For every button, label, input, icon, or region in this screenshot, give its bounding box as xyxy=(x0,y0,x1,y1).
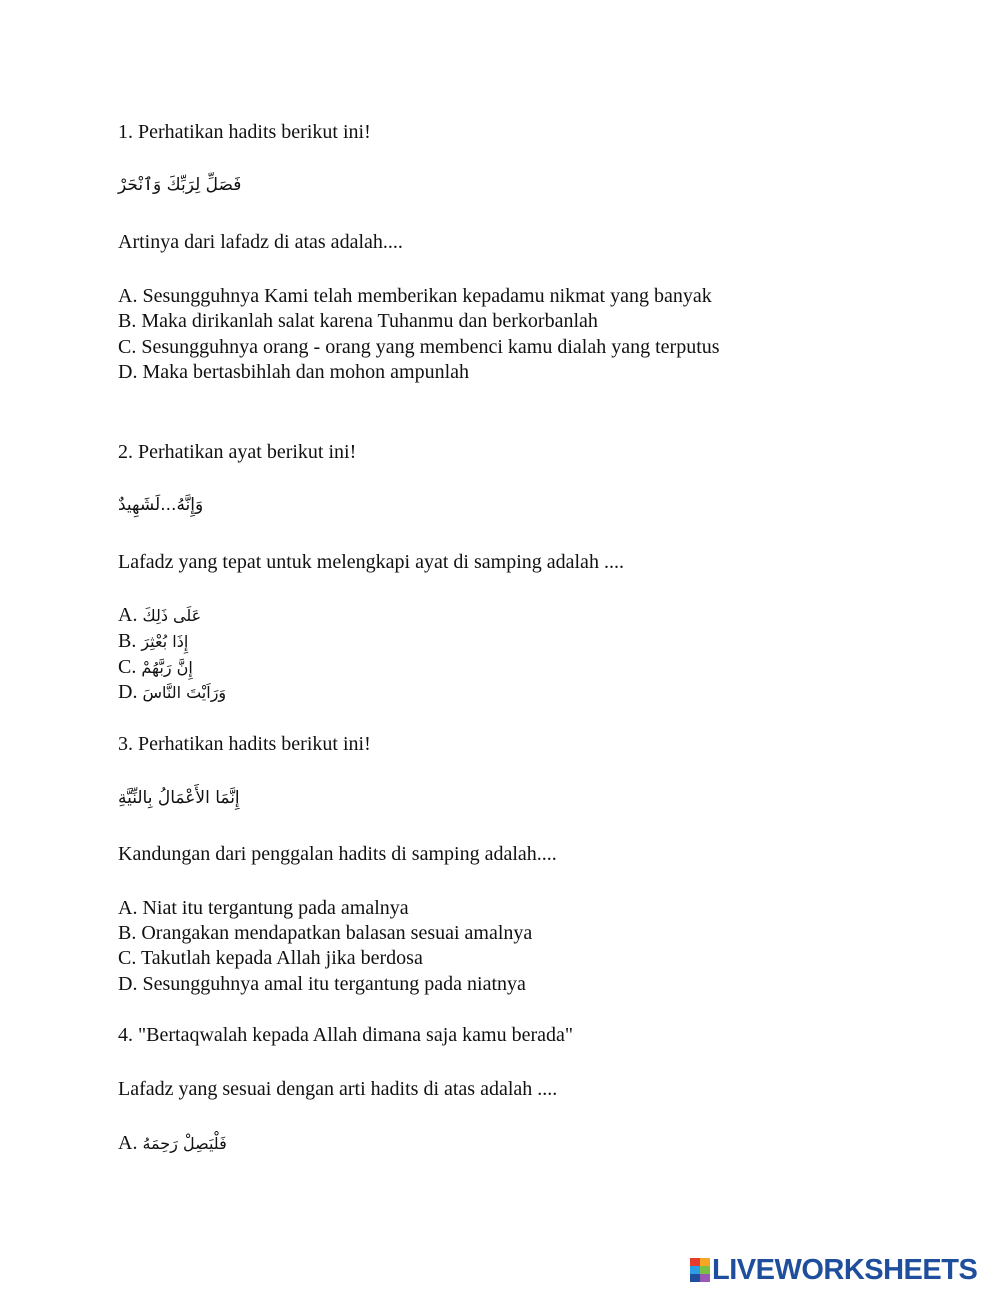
option-letter: C. xyxy=(118,947,137,969)
question-3-arabic-text: إِنَّمَا الأَعْمَالُ بِالنِّيَّةِ xyxy=(118,788,240,808)
question-3-option-c[interactable] xyxy=(118,946,423,970)
option-text: إِذَا بُعْثِرَ xyxy=(141,632,189,651)
question-4-prompt: 4. "Bertaqwalah kepada Allah dimana saja kamu berada" xyxy=(118,1024,574,1046)
option-text: Maka bertasbihlah dan mohon ampunlah xyxy=(142,361,470,383)
option-text: Sesungguhnya Kami telah memberikan kepadamu nikmat yang banyak xyxy=(142,285,712,307)
option-text: Sesungguhnya amal itu tergantung pada niatnya xyxy=(142,973,526,995)
logo-mark-icon xyxy=(690,1258,710,1282)
option-text: Takutlah kepada Allah jika berdosa xyxy=(140,947,423,969)
question-4-text: Lafadz yang sesuai dengan arti hadits di atas adalah .... xyxy=(118,1078,558,1100)
question-2-option-a[interactable] xyxy=(118,603,201,628)
question-1-prompt: 1. Perhatikan hadits berikut ini! xyxy=(118,121,371,143)
option-text: إِنَّ رَبَّهُمْ xyxy=(141,658,193,677)
option-letter: B. xyxy=(118,922,137,944)
option-text: Sesungguhnya orang - orang yang membenci kamu dialah yang terputus xyxy=(141,336,720,358)
question-2-text: Lafadz yang tepat untuk melengkapi ayat di samping adalah .... xyxy=(118,551,624,573)
option-text: عَلَى ذَلِكَ xyxy=(142,606,202,625)
liveworksheets-logo xyxy=(690,1254,977,1286)
option-letter: C. xyxy=(118,336,137,358)
option-text: Niat itu tergantung pada amalnya xyxy=(142,897,409,919)
question-3-option-a[interactable] xyxy=(118,896,409,920)
option-letter: D. xyxy=(118,973,138,995)
question-3-option-b[interactable] xyxy=(118,921,532,945)
option-letter: D. xyxy=(118,361,138,383)
option-text: Orangakan mendapatkan balasan sesuai amalnya xyxy=(141,922,533,944)
option-text: Maka dirikanlah salat karena Tuhanmu dan berkorbanlah xyxy=(141,310,598,332)
option-letter: C. xyxy=(118,656,137,678)
question-3-prompt: 3. Perhatikan hadits berikut ini! xyxy=(118,733,371,755)
option-letter: B. xyxy=(118,630,137,652)
question-2-prompt: 2. Perhatikan ayat berikut ini! xyxy=(118,441,357,463)
question-1-arabic-text: فَصَلِّ لِرَبِّكَ وَٱنْحَرْ xyxy=(118,175,242,195)
question-1-option-b[interactable] xyxy=(118,309,598,333)
question-1-option-c[interactable] xyxy=(118,335,720,359)
option-letter: A. xyxy=(118,1132,138,1154)
question-2-arabic-text: وَإِنَّهُ...لَشَهِيدٌ xyxy=(118,495,204,515)
question-1-text: Artinya dari lafadz di atas adalah.... xyxy=(118,231,403,253)
option-letter: D. xyxy=(118,681,138,703)
question-3-text: Kandungan dari penggalan hadits di samping adalah.... xyxy=(118,843,557,865)
question-2-option-b[interactable] xyxy=(118,629,188,654)
logo-text: LIVEWORKSHEETS xyxy=(712,1253,978,1286)
option-text: فَلْيَصِلْ رَحِمَهُ xyxy=(142,1134,227,1153)
option-letter: A. xyxy=(118,285,138,307)
option-letter: A. xyxy=(118,604,138,626)
question-2-option-d[interactable] xyxy=(118,680,226,705)
option-letter: A. xyxy=(118,897,138,919)
option-letter: B. xyxy=(118,310,137,332)
question-2-option-c[interactable] xyxy=(118,655,193,680)
question-4-option-a[interactable] xyxy=(118,1131,227,1156)
question-3-option-d[interactable] xyxy=(118,972,526,996)
question-1-option-d[interactable] xyxy=(118,360,469,384)
option-text: وَرَاَيْتَ النَّاسَ xyxy=(142,683,227,702)
question-1-option-a[interactable] xyxy=(118,284,712,308)
